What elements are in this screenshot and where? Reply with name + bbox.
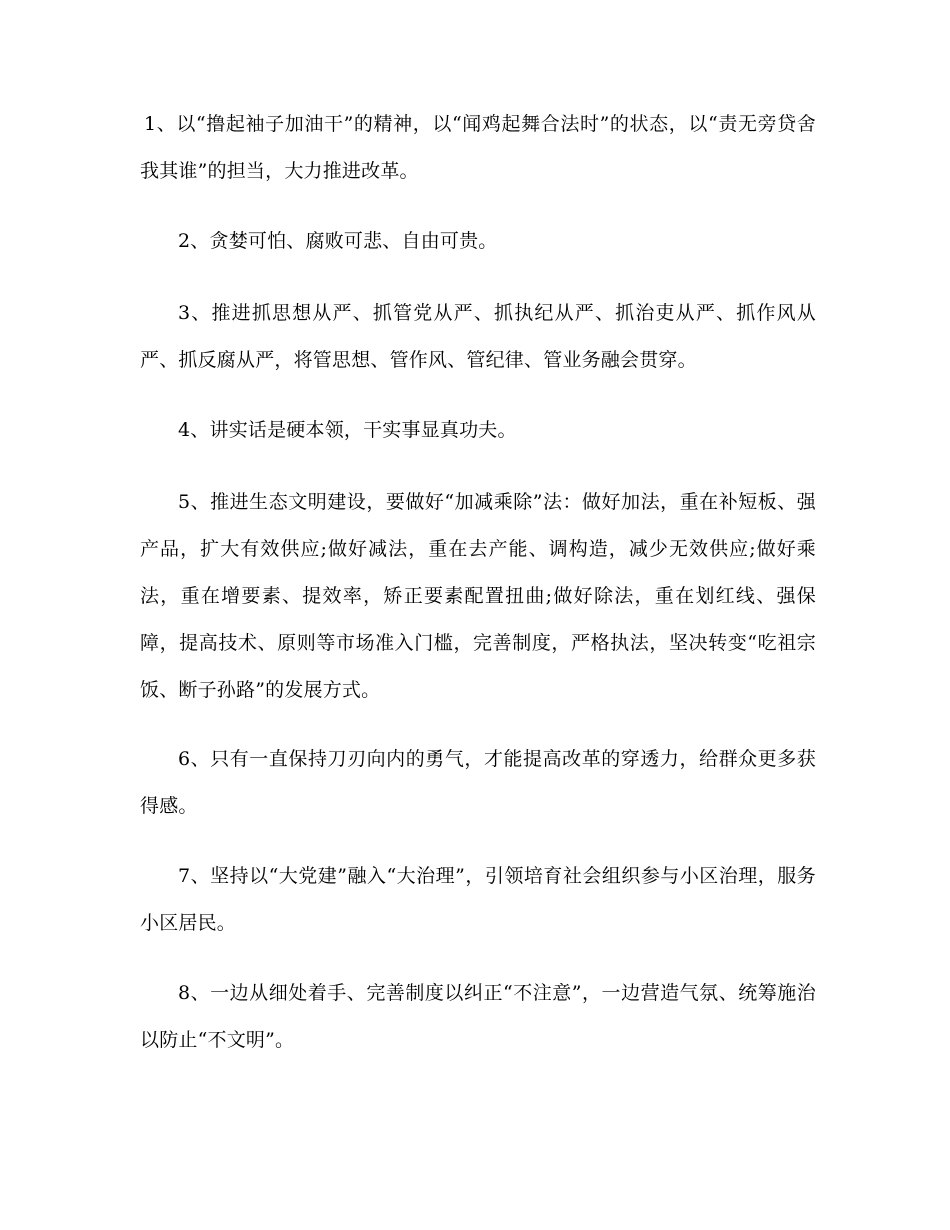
paragraph-7: 7、坚持以“大党建”融入“大治理”，引领培育社会组织参与小区治理，服务小区居民。 — [140, 865, 816, 934]
paragraph-2: 2、贪婪可怕、腐败可悲、自由可贵。 — [178, 230, 498, 252]
paragraph-8: 8、一边从细处着手、完善制度以纠正“不注意”，一边营造气氛、统筹施治以防止“不文明”。 — [140, 982, 816, 1051]
paragraph-1: 1、以“撸起袖子加油干”的精神，以“闻鸡起舞合法时”的状态，以“责无旁贷舍我其谁”的担当，大力推进改革。 — [140, 113, 816, 182]
paragraph-3: 3、推进抓思想从严、抓管党从严、抓执纪从严、抓治吏从严、抓作风从严、抓反腐从严，将管思想、管作风、管纪律、管业务融会贯穿。 — [140, 302, 816, 371]
paragraph-4: 4、讲实话是硬本领，干实事显真功夫。 — [178, 419, 517, 441]
paragraph-5: 5、推进生态文明建设，要做好“加减乘除”法：做好加法，重在补短板、强产品，扩大有效供应;做好减法，重在去产能、调构造，减少无效供应;做好乘法，重在增要素、提效率，矫正要素配置扭曲;做好除法，重在划红线、强保障，提高技术、原则等市场准入门槛，完善制度，严格执法，坚决转变“吃祖宗饭、断子孙路”的发展方式。 — [140, 491, 816, 701]
paragraph-6: 6、只有一直保持刀刃向内的勇气，才能提高改革的穿透力，给群众更多获得感。 — [140, 748, 816, 817]
